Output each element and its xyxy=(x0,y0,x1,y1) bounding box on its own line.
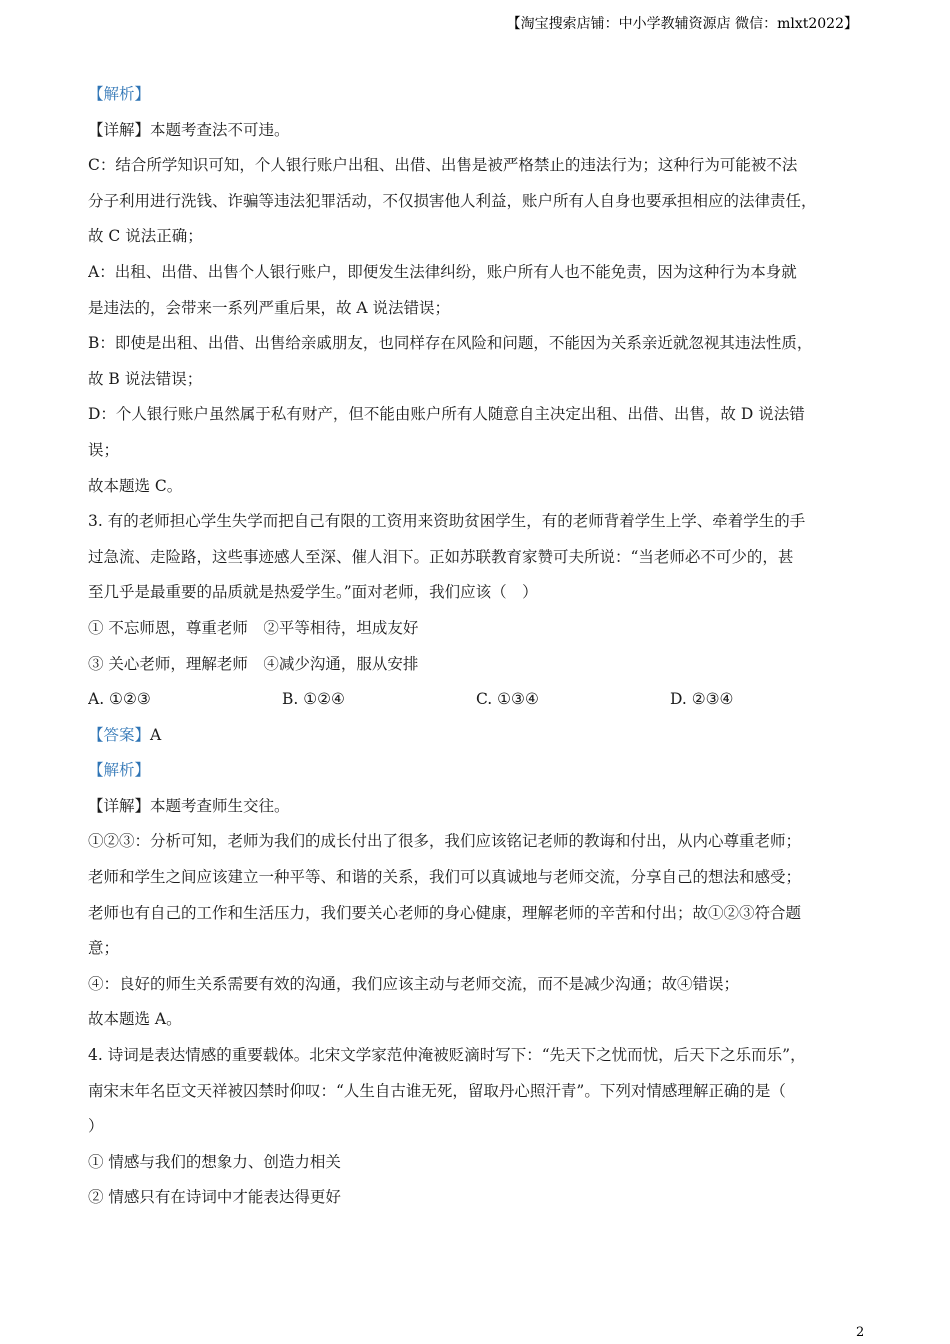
analysis-line: ④：良好的师生关系需要有效的沟通，我们应该主动与老师交流，而不是减少沟通；故④错误； xyxy=(88,974,740,993)
question-item: ① 不忘师恩，尊重老师 ②平等相待，坦成友好 xyxy=(88,618,419,637)
analysis-line: 故 B 说法错误； xyxy=(88,369,203,388)
question-stem: 3. 有的老师担心学生失学而把自己有限的工资用来资助贫困学生，有的老师背着学生上学、牵着学生的手 xyxy=(88,512,806,531)
answer-value: A xyxy=(150,725,162,744)
analysis-line: 误； xyxy=(88,440,120,459)
xiangjie-line: 【详解】本题考查师生交往。 xyxy=(88,796,290,815)
option-c: C. ①③④ xyxy=(476,690,539,709)
analysis-line: C：结合所学知识可知，个人银行账户出租、出借、出售是被严格禁止的违法行为；这种行为可能被不法 xyxy=(88,156,798,175)
analysis-line: D：个人银行账户虽然属于私有财产，但不能由账户所有人随意自主决定出租、出借、出售，故 D 说法错 xyxy=(88,405,805,424)
analysis-line: 分子利用进行洗钱、诈骗等违法犯罪活动，不仅损害他人利益，账户所有人自身也要承担相应的法律责任， xyxy=(88,191,817,210)
analysis-line: 老师和学生之间应该建立一种平等、和谐的关系，我们可以真诚地与老师交流，分享自己的想法和感受； xyxy=(88,868,802,887)
analysis-line: 老师也有自己的工作和生活压力，我们要关心老师的身心健康，理解老师的辛苦和付出；故①②③符合题 xyxy=(88,903,802,922)
jiexi-label: 【解析】 xyxy=(88,761,151,780)
question-stem: 4. 诗词是表达情感的重要载体。北宋文学家范仲淹被贬滴时写下：“先天下之忧而忧，后天下之乐而乐”， xyxy=(88,1046,806,1065)
question-item: ① 情感与我们的想象力、创造力相关 xyxy=(88,1152,341,1171)
analysis-line: 故 C 说法正确； xyxy=(88,227,203,246)
analysis-line: A：出租、出借、出售个人银行账户，即便发生法律纠纷，账户所有人也不能免责，因为这种行为本身就 xyxy=(88,262,797,281)
analysis-line: ①②③：分析可知，老师为我们的成长付出了很多，我们应该铭记老师的教诲和付出，从内心尊重老师； xyxy=(88,832,802,851)
answer-line xyxy=(88,718,868,754)
analysis-line: 意； xyxy=(88,939,120,958)
option-d: D. ②③④ xyxy=(670,690,734,709)
analysis-line: 故本题选 C。 xyxy=(88,476,183,495)
question-item: ② 情感只有在诗词中才能表达得更好 xyxy=(88,1188,341,1207)
question-stem: ） xyxy=(88,1117,104,1136)
page-number: 2 xyxy=(856,1325,865,1340)
option-a: A. ①②③ xyxy=(88,690,151,709)
jiexi-label: 【解析】 xyxy=(88,85,151,103)
analysis-line: 是违法的，会带来一系列严重后果，故 A 说法错误； xyxy=(88,298,451,317)
xiangjie-line: 【详解】本题考查法不可违。 xyxy=(88,120,290,139)
question-stem: 至几乎是最重要的品质就是热爱学生。”面对老师，我们应该（ ） xyxy=(88,583,538,602)
answer-options xyxy=(88,682,868,718)
analysis-line: B：即使是出租、出借、出售给亲戚朋友，也同样存在风险和问题，不能因为关系亲近就忽视其违法性质， xyxy=(88,334,813,353)
document-body xyxy=(88,77,868,1216)
answer-label: 【答案】 xyxy=(88,725,151,744)
question-stem: 过急流、走险路，这些事迹感人至深、催人泪下。正如苏联教育家赞可夫所说：“当老师必不可少的，甚 xyxy=(88,547,794,566)
option-b: B. ①②④ xyxy=(282,690,345,709)
question-item: ③ 关心老师，理解老师 ④减少沟通，服从安排 xyxy=(88,654,419,673)
page-header: 【淘宝搜索店铺：中小学教辅资源店 微信：mlxt2022】 xyxy=(506,16,858,32)
analysis-line: 故本题选 A。 xyxy=(88,1010,182,1029)
question-stem: 南宋末年名臣文天祥被囚禁时仰叹：“人生自古谁无死，留取丹心照汗青”。下列对情感理解正确的是（ xyxy=(88,1081,786,1100)
